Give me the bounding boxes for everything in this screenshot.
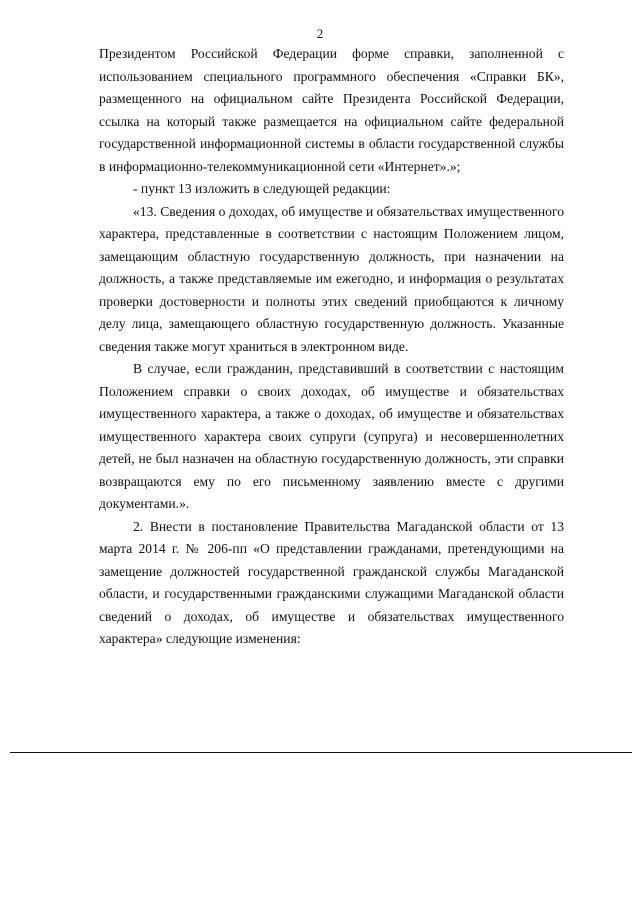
document-body	[99, 43, 564, 651]
paragraph-continuation: Президентом Российской Федерации форме справки, заполненной с использованием специального программного обеспечения «Справки БК», размещенного на официальном сайте Президента Российской Федерации, ссылка на который также размещается на официальном сайте федеральной государственной информационной системы в области государственной службы в информационно-телекоммуникационной сети «Интернет».»;	[99, 46, 564, 174]
paragraph-item-13-return: В случае, если гражданин, представивший в соответствии с настоящим Положением справки о своих доходах, об имуществе и обязательствах имущественного характера, а также о доходах, об имуществе и обязательствах имущественного характера своих супруги (супруга) и несовершеннолетних детей, не был назначен на областную государственную должность, эти справки возвращаются ему по его письменному заявлению вместе с другими документами.».	[99, 361, 564, 511]
page-number: 2	[316, 26, 324, 41]
paragraph-section-2: 2. Внести в постановление Правительства Магаданской области от 13 марта 2014 г. № 206-пп «О представлении гражданами, претендующими на замещение должностей государственной гражданской службы Магаданской области, и государственными гражданскими служащими Магаданской области сведений о доходах, об имуществе и обязательствах имущественного характера» следующие изменения:	[99, 518, 564, 646]
paragraph-item-13-text: «13. Сведения о доходах, об имуществе и обязательствах имущественного характера, представленные в соответствии с настоящим Положением лицом, замещающим областную государственную должность, при назначении на должность, а также представляемые им ежегодно, и информация о результатах проверки достоверности и полноты этих сведений приобщаются к личному делу лица, замещающего областную государственную должность. Указанные сведения также могут храниться в электронном виде.	[99, 203, 564, 354]
paragraph-item-13-intro: - пункт 13 изложить в следующей редакции:	[133, 181, 391, 196]
footer-divider	[10, 752, 632, 753]
